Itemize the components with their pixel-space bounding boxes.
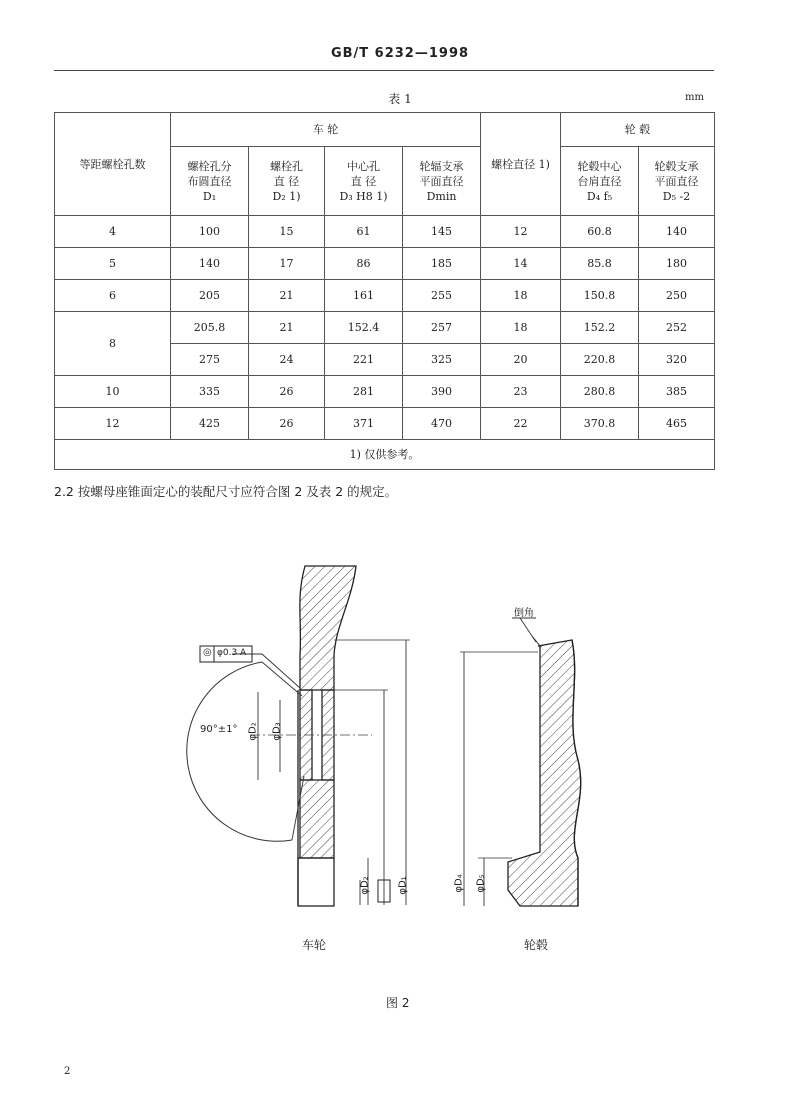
col-bolt-diameter: 螺栓直径 1) xyxy=(481,113,561,216)
table-caption: 表 1 xyxy=(388,92,412,106)
col-d2: 螺栓孔 直 径 D₂ 1) xyxy=(249,147,325,216)
table-row: 275 24 221 325 20 220.8 320 xyxy=(55,344,715,376)
wheel-label: 车轮 xyxy=(302,938,327,952)
col-bolt-hole-count: 等距螺栓孔数 xyxy=(55,113,171,216)
dim-d3-label: φD₃ xyxy=(271,722,283,741)
hub-label: 轮毂 xyxy=(524,938,549,952)
col-d5: 轮毂支承 平面直径 D₅ -2 xyxy=(639,147,715,216)
chamfer-label: 倒角 xyxy=(514,608,534,619)
table-row: 12 425 26 371 470 22 370.8 465 xyxy=(55,408,715,440)
table-row: 6 205 21 161 255 18 150.8 250 xyxy=(55,280,715,312)
hub-hatch xyxy=(508,640,581,906)
dim-d4-label: φD₄ xyxy=(453,874,465,893)
concentricity-icon: ◎ xyxy=(203,647,212,658)
dim-d1-label: φD₁ xyxy=(397,876,409,895)
table-row: 5 140 17 86 185 14 85.8 180 xyxy=(55,248,715,280)
col-dmin: 轮辐支承 平面直径 Dmin xyxy=(403,147,481,216)
col-d1: 螺栓孔分 布圆直径 D₁ xyxy=(171,147,249,216)
col-d4: 轮毂中心 台肩直径 D₄ f₅ xyxy=(561,147,639,216)
angle-label: 90°±1° xyxy=(200,724,238,735)
figure-caption: 图 2 xyxy=(386,996,410,1010)
table-row: 10 335 26 281 390 23 280.8 385 xyxy=(55,376,715,408)
wheel-rim-hatch xyxy=(300,566,356,690)
table-row: 4 100 15 61 145 12 60.8 140 xyxy=(55,216,715,248)
hub-section xyxy=(460,618,581,906)
table-note: 1) 仅供参考。 xyxy=(55,440,715,470)
section-2-2: 2.2 按螺母座锥面定心的装配尺寸应符合图 2 及表 2 的规定。 xyxy=(54,484,398,499)
page-number: 2 xyxy=(64,1066,71,1077)
group-hub: 轮 毂 xyxy=(561,113,715,147)
wheel-section xyxy=(187,565,410,906)
tolerance-datum: A xyxy=(240,648,247,658)
table-row: 8 205.8 21 152.4 257 18 152.2 252 xyxy=(55,312,715,344)
tolerance-value: φ0.3 xyxy=(217,648,238,658)
table-unit: mm xyxy=(685,92,704,103)
col-d3: 中心孔 直 径 D₃ H8 1) xyxy=(325,147,403,216)
dim-d2-label: φD₂ xyxy=(247,722,259,741)
group-wheel: 车 轮 xyxy=(171,113,481,147)
dim-d2-wheel-label: φD₂ xyxy=(359,876,371,895)
merged-count-8: 8 xyxy=(55,312,171,376)
standard-code: GB/T 6232—1998 xyxy=(330,46,470,61)
dim-d5-label: φD₅ xyxy=(475,874,487,893)
